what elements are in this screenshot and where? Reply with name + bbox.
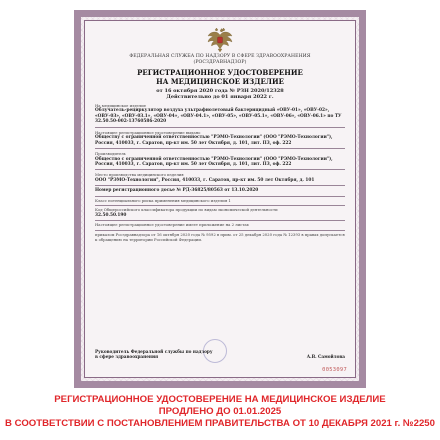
divider bbox=[95, 148, 345, 149]
okpd-code: 32.50.50.190 bbox=[95, 213, 127, 219]
production-site-label: Место производства медицинского изделия bbox=[95, 172, 184, 178]
agency-line-1: ФЕДЕРАЛЬНАЯ СЛУЖБА ПО НАДЗОРУ В СФЕРЕ ЗДРАВООХРАНЕНИЯ bbox=[129, 54, 311, 59]
double-headed-eagle-emblem-icon bbox=[206, 27, 234, 53]
production-site-section bbox=[95, 173, 345, 183]
applicant-label: Настоящее регистрационное удостоверение выдано bbox=[95, 129, 201, 135]
signatory-name: А.В. Самойлова bbox=[306, 353, 345, 359]
divider bbox=[95, 196, 345, 197]
serial-number: 0053097 bbox=[322, 367, 347, 373]
registration-file-number: Номер регистрационного досье № РД-36825/80563 от 13.10.2020 bbox=[95, 188, 259, 194]
agency-name bbox=[95, 54, 345, 65]
title-line-2: НА МЕДИЦИНСКОЕ ИЗДЕЛИЕ bbox=[156, 76, 284, 86]
divider bbox=[95, 127, 345, 128]
date-number-line: от 16 октября 2020 года № РЗН 2020/12328 bbox=[156, 88, 284, 94]
divider bbox=[95, 230, 345, 231]
okpd-label: Код Общероссийского классификатора продукции по видам экономической деятельности bbox=[95, 207, 278, 213]
divider bbox=[95, 205, 345, 206]
device-section bbox=[95, 104, 345, 125]
caption-line-2: ПРОДЛЕНО ДО 01.01.2025 bbox=[158, 406, 282, 417]
caption-line-1: РЕГИСТРАЦИОННОЕ УДОСТОВЕРЕНИЕ НА МЕДИЦИНСКОЕ ИЗДЕЛИЕ bbox=[54, 394, 386, 405]
divider bbox=[95, 220, 345, 221]
divider bbox=[95, 169, 345, 170]
order-text: приказом Росздравнадзора от 16 октября 2020 года № 9592 в прим. от 25 декабря 2020 года № 12393 в правах допускается к обращению на территории Российской Федерации. bbox=[95, 232, 345, 242]
applicant-section bbox=[95, 131, 345, 146]
certificate-title bbox=[95, 69, 345, 86]
certificate-body bbox=[84, 20, 356, 378]
caption-line-3: В СООТВЕТСТВИИ С ПОСТАНОВЛЕНИЕМ ПРАВИТЕЛЬСТВА ОТ 10 ДЕКАБРЯ 2021 г. №2250 bbox=[5, 418, 435, 429]
manufacturer-label: Производитель bbox=[95, 151, 126, 157]
signatory-position: Руководитель Федеральной службы по надзору в сфере здравоохранения bbox=[95, 348, 213, 359]
applicant-text: Обществу с ограниченной ответственностью "РЭМО-Технологии" (ООО "РЭМО-Технологии"), Россия, 410033, г. Саратов, пр-кт им. 50 лет Октября, д. 101, лит. П3, оф. 222 bbox=[95, 135, 333, 146]
signature-row bbox=[95, 349, 345, 359]
validity-line: Действительно до 01 января 2022 г. bbox=[166, 94, 274, 101]
risk-class: Класс потенциального риска применения медицинского изделия 1 bbox=[95, 197, 231, 203]
certificate-sheet bbox=[74, 10, 366, 388]
device-label: На медицинское изделие bbox=[95, 102, 146, 108]
manufacturer-section bbox=[95, 152, 345, 167]
appendix-note: Настоящее регистрационное удостоверение имеет приложение на 2 листах bbox=[95, 222, 249, 228]
divider bbox=[95, 185, 345, 186]
production-site-text: ООО "РЭМО-Технологии", Россия, 410033, г. Саратов, пр-кт им. 50 лет Октября, д. 101 bbox=[95, 178, 315, 184]
manufacturer-text: Общество с ограниченной ответственностью "РЭМО-Технологии" (ООО "РЭМО-Технологии"), Россия, 410033, г. Саратов, пр-кт им. 50 лет Октября, д. 101, лит. П3, оф. 222 bbox=[95, 156, 333, 168]
agency-line-2: (РОСЗДРАВНАДЗОР) bbox=[193, 59, 247, 65]
title-line-1: РЕГИСТРАЦИОННОЕ УДОСТОВЕРЕНИЕ bbox=[137, 68, 303, 78]
device-text: Облучатель-рециркулятор воздуха ультрафиолетовый бактерицидный «ОВУ-01», «ОВУ-02», «ОВУ-03», «ОВУ-03.1», «ОВУ-04», «ОВУ-04.1», «ОВУ-05», «ОВУ-05.1», «ОВУ-06», «ОВУ-06.1» по ТУ 32.50.50-002-13760586-2020 bbox=[95, 108, 342, 125]
